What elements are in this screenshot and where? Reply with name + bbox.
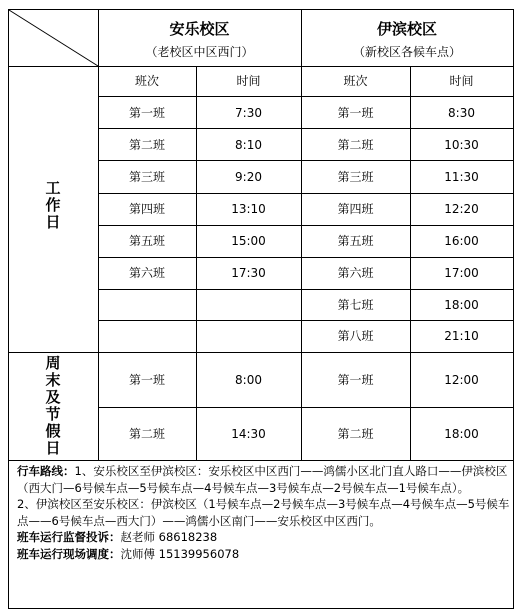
anle-workday-shift-4: 第四班 <box>128 202 165 216</box>
yibin-holiday-shift-2: 第二班 <box>337 427 374 441</box>
anle-workday-time-5: 15:00 <box>231 234 266 248</box>
dispatch-contact: 沈师傅 15139956078 <box>120 546 240 561</box>
route-label: 行车路线： <box>17 464 75 478</box>
route-1-text: 1、安乐校区至伊滨校区：安乐校区中区西门——鸿儒小区北门直人路口——伊滨校区（西大门—6号候车点—5号候车点—4号候车点—3号候车点—2号候车点—1号候车点）。 <box>17 464 508 495</box>
anle-workday-time-1: 7:30 <box>235 106 262 120</box>
dispatch-label: 班车运行现场调度： <box>17 546 121 561</box>
route-2-paragraph <box>17 496 517 529</box>
route-1-paragraph <box>17 463 517 496</box>
holiday-label: 周末及节假日 <box>45 354 61 457</box>
yibin-workday-shift-7: 第七班 <box>337 298 374 312</box>
anle-workday-time-2: 8:10 <box>235 138 262 152</box>
anle-workday-shift-6: 第六班 <box>128 266 165 280</box>
campus-b-name: 伊滨校区 <box>376 20 437 38</box>
anle-workday-time-3: 9:20 <box>235 170 262 184</box>
route-2-text: 2、伊滨校区至安乐校区：伊滨校区（1号候车点—2号候车点—3号候车点—4号候车点—5号候车点——6号候车点—西大门）——鸿儒小区南门——安乐校区中区西门。 <box>17 497 510 528</box>
yibin-workday-shift-5: 第五班 <box>337 234 374 248</box>
campus-a-name: 安乐校区 <box>169 20 230 38</box>
anle-time-header: 时间 <box>236 74 261 88</box>
yibin-workday-shift-2: 第二班 <box>337 138 374 152</box>
anle-workday-shift-1: 第一班 <box>128 106 165 120</box>
yibin-workday-shift-1: 第一班 <box>337 106 374 120</box>
workday-label: 工作日 <box>45 179 61 231</box>
dispatch-line <box>17 546 517 563</box>
yibin-workday-time-3: 11:30 <box>444 170 479 184</box>
campus-a-note: （老校区中区西门） <box>145 45 254 59</box>
yibin-workday-shift-3: 第三班 <box>337 170 374 184</box>
anle-workday-shift-3: 第三班 <box>128 170 165 184</box>
anle-holiday-time-2: 14:30 <box>231 427 266 441</box>
anle-workday-shift-2: 第二班 <box>128 138 165 152</box>
anle-shift-header: 班次 <box>134 74 159 88</box>
yibin-holiday-shift-1: 第一班 <box>337 373 374 387</box>
complaint-line <box>17 529 517 546</box>
yibin-workday-time-5: 16:00 <box>444 234 479 248</box>
yibin-workday-time-1: 8:30 <box>448 106 475 120</box>
yibin-holiday-time-2: 18:00 <box>444 427 479 441</box>
anle-holiday-time-1: 8:00 <box>235 373 262 387</box>
yibin-workday-time-8: 21:10 <box>444 329 479 343</box>
yibin-time-header: 时间 <box>449 74 474 88</box>
yibin-workday-shift-4: 第四班 <box>337 202 374 216</box>
anle-workday-time-4: 13:10 <box>231 202 266 216</box>
anle-workday-time-6: 17:30 <box>231 266 266 280</box>
route-notes <box>17 463 517 562</box>
anle-holiday-shift-1: 第一班 <box>128 373 165 387</box>
anle-workday-shift-5: 第五班 <box>128 234 165 248</box>
yibin-holiday-time-1: 12:00 <box>444 373 479 387</box>
complaint-label: 班车运行监督投诉： <box>17 530 121 544</box>
anle-holiday-shift-2: 第二班 <box>128 427 165 441</box>
yibin-workday-time-4: 12:20 <box>444 202 479 216</box>
yibin-workday-time-6: 17:00 <box>444 266 479 280</box>
yibin-shift-header: 班次 <box>343 74 368 88</box>
yibin-workday-time-7: 18:00 <box>444 298 479 312</box>
yibin-workday-shift-6: 第六班 <box>337 266 374 280</box>
complaint-contact: 赵老师 68618238 <box>120 530 218 544</box>
campus-b-note: （新校区各候车点） <box>352 45 461 59</box>
yibin-workday-time-2: 10:30 <box>444 138 479 152</box>
yibin-workday-shift-8: 第八班 <box>337 329 374 343</box>
